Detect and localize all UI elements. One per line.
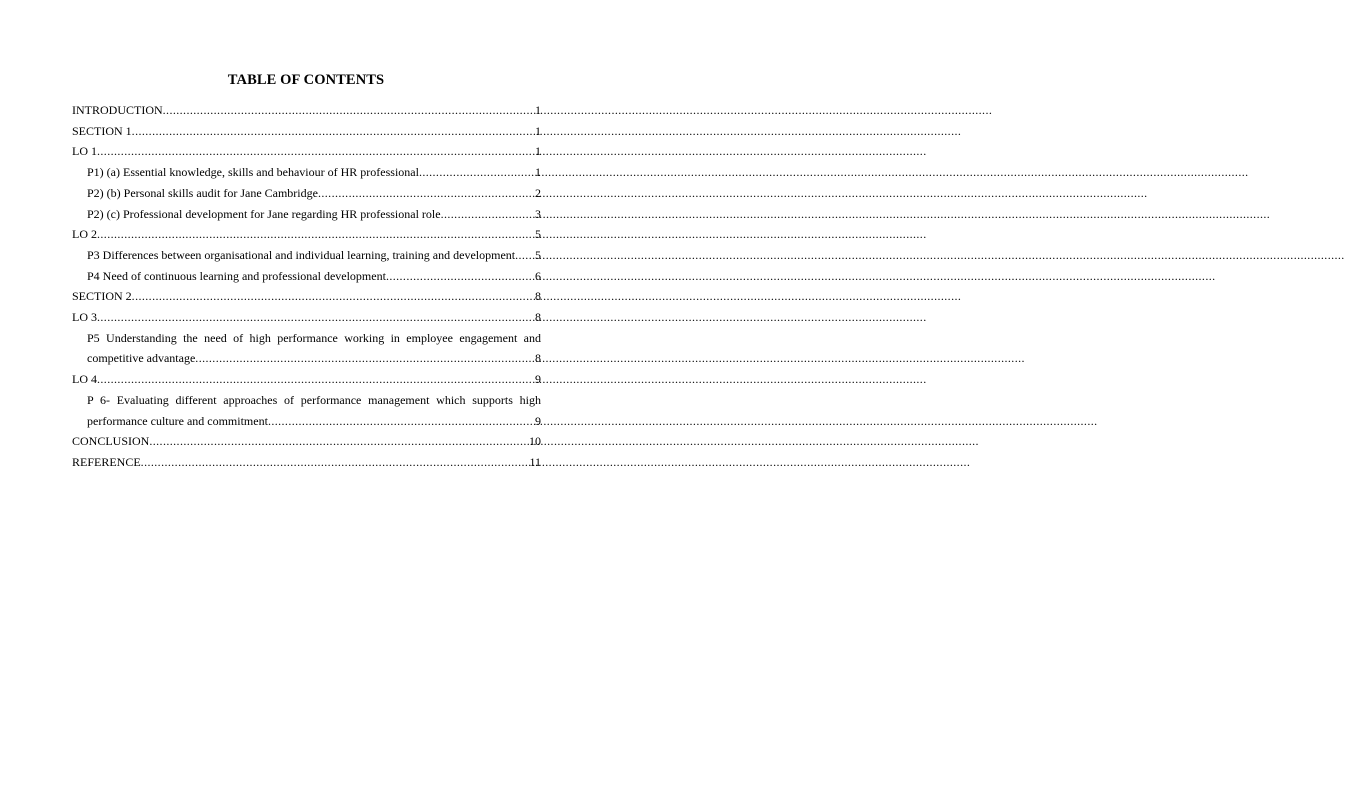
toc-entry-label: LO 4 <box>72 372 97 387</box>
toc-entry-p6[interactable] <box>72 390 541 431</box>
toc-leader-dots <box>132 286 535 307</box>
toc-entry-p4[interactable] <box>72 266 541 287</box>
toc-entry-label: P1) (a) Essential knowledge, skills and behaviour of HR professional <box>87 165 419 180</box>
toc-leader-dots <box>515 245 535 266</box>
toc-entry-lo-3[interactable] <box>72 307 541 328</box>
toc-leader-dots <box>97 369 535 390</box>
toc-leader-dots <box>97 141 535 162</box>
toc-entry-label: P3 Differences between organisational and individual learning, training and development <box>87 247 516 262</box>
toc-page-number: 3 <box>535 206 541 221</box>
toc-leader-dots <box>141 452 530 473</box>
toc-page-number: 8 <box>535 289 541 304</box>
toc-entry-label: LO 2 <box>72 227 97 242</box>
toc-leader-dots <box>163 100 535 121</box>
toc-entry-conclusion[interactable] <box>72 431 541 452</box>
toc-entry-lo-1[interactable] <box>72 141 541 162</box>
toc-entry-p3[interactable] <box>72 245 541 266</box>
toc-leader-dots <box>419 162 535 183</box>
toc-page-number: 8 <box>535 351 541 366</box>
toc-entry-label: P4 Need of continuous learning and professional development <box>87 268 386 283</box>
table-of-contents <box>72 100 541 473</box>
toc-entry-p2b[interactable] <box>72 183 541 204</box>
toc-entry-label: INTRODUCTION <box>72 103 163 117</box>
toc-entry-label: CONCLUSION <box>72 434 150 449</box>
toc-entry-label: SECTION 2 <box>72 289 132 304</box>
toc-leader-dots <box>268 411 535 432</box>
toc-entry-lo-2[interactable] <box>72 224 541 245</box>
toc-page-number: 5 <box>535 247 541 262</box>
toc-leader-dots <box>97 307 535 328</box>
toc-entry-reference[interactable] <box>72 452 541 473</box>
toc-leader-dots <box>195 348 535 369</box>
toc-page-number: 2 <box>535 185 541 200</box>
toc-entry-label-line2: performance culture and commitment <box>87 413 268 428</box>
toc-page-number: 8 <box>535 310 541 325</box>
toc-page-number: 9 <box>535 372 541 387</box>
toc-leader-dots <box>386 266 535 287</box>
toc-entry-label: P2) (b) Personal skills audit for Jane Cambridge <box>87 185 318 200</box>
toc-leader-dots <box>318 183 535 204</box>
document-page <box>0 0 612 792</box>
toc-entry-label-line1: P5 Understanding the need of high performance working in employee engagement and <box>87 330 541 345</box>
toc-leader-dots <box>441 204 535 225</box>
toc-page-number: 9 <box>535 413 541 428</box>
toc-page-number: 1 <box>535 165 541 180</box>
toc-page-number: 1 <box>535 123 541 138</box>
toc-entry-label: LO 1 <box>72 144 97 159</box>
toc-entry-section-2[interactable] <box>72 286 541 307</box>
toc-leader-dots <box>149 431 529 452</box>
toc-leader-dots <box>132 121 535 142</box>
toc-page-number: 11 <box>529 454 541 469</box>
toc-entry-label: REFERENCE <box>72 454 141 469</box>
toc-page-number: 1 <box>535 144 541 159</box>
toc-entry-section-1[interactable] <box>72 121 541 142</box>
toc-page-number: 10 <box>529 434 541 449</box>
toc-entry-p1a[interactable] <box>72 162 541 183</box>
toc-entry-introduction[interactable] <box>72 100 541 121</box>
toc-entry-lo-4[interactable] <box>72 369 541 390</box>
toc-entry-label: P2) (c) Professional development for Jane regarding HR professional role <box>87 206 441 221</box>
toc-entry-p2c[interactable] <box>72 204 541 225</box>
toc-page-number: 6 <box>535 268 541 283</box>
toc-page-number: 5 <box>535 227 541 242</box>
toc-entry-label-line2: competitive advantage <box>87 351 196 366</box>
toc-entry-label: SECTION 1 <box>72 123 132 138</box>
toc-page-number: 1 <box>535 103 541 117</box>
toc-title: TABLE OF CONTENTS <box>227 72 385 88</box>
toc-leader-dots <box>97 224 535 245</box>
toc-entry-label: LO 3 <box>72 310 97 325</box>
toc-entry-p5[interactable] <box>72 328 541 369</box>
toc-entry-label-line1: P 6- Evaluating different approaches of performance management which supports high <box>87 392 541 407</box>
